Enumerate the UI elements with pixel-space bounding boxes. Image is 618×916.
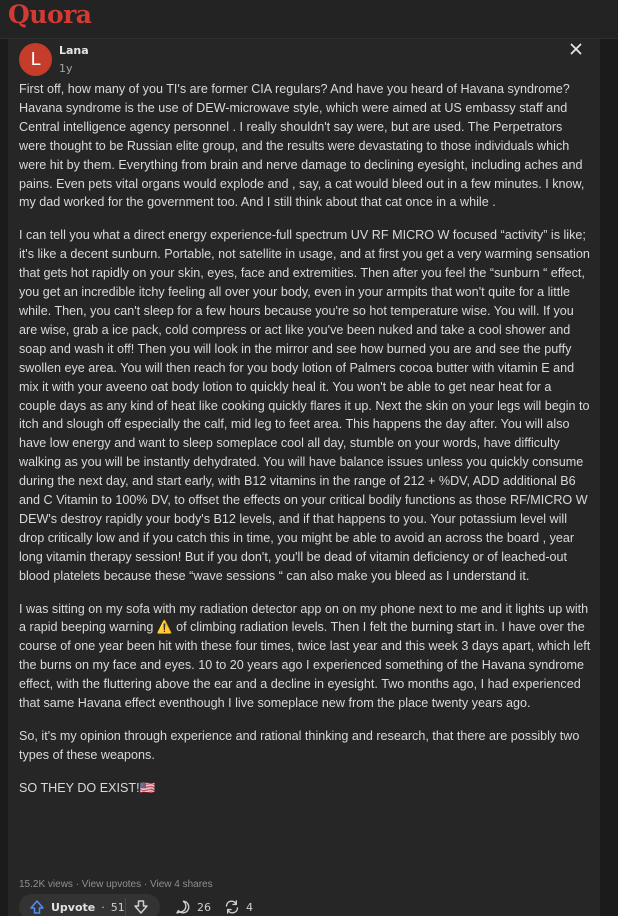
- answer-paragraph: I can tell you what a direct energy experience-full spectrum UV RF MICRO W focused “activity” is like; it's like a decent sunburn. Portable, not satellite in usage, and at first you get a very warming sensation that gets hot rapidly on your skin, eyes, face and extremities. Then after you feel the “sunburn “ effect, you get an incredible itchy feeling all over your body, even in your armpits that won't quite for a little while. Then, you can't sleep for a few hours because you're so hot temperature wise. You will. If you are wise, grab a ice pack, cold compress or act like you've been nuked and take a cool shower and soap and wash it off! Then you will look in the mirror and see how burned you are and see the puffy swollen eye area. You will then reach for you body lotion of Palmers cocoa butter with vitamin E and mix it with your aveeno oat body lotion to quickly heal it. You won't be able to get near heat for a couple days as any kind of heat like cooking quickly flares it up. Next the skin on your legs will begin to itch and slough off especially the calf, mid leg to feet area. This happens the day after. You will also have low energy and want to sleep someplace cool all day, stumble on your words, have difficulty walking as you will be instantly dehydrated. You will have balance issues unless you quickly consume during the next day, and start early, with B12 vitamins in the range of 212 + %DV, ADD additional B6 and C Vitamin to 100% DV, to offset the effects on your critical bodily functions as those RF/MICRO W DEW's destroy rapidly your body's B12 levels, and if that happens to you. Your potassium level will drop critically low and if you catch this in time, you might be able to avoid an across the board , year long vitamin therapy session! But if you don't, you'll be dead of vitamin deficiency or of leached-out blood platelets because these “wave sessions “ can also make you bleed as I understand it.: [19, 228, 590, 583]
- close-icon: [566, 39, 586, 59]
- avatar[interactable]: L: [19, 43, 52, 76]
- vote-divider: [125, 898, 126, 916]
- answer-stats[interactable]: 15.2K views · View upvotes · View 4 shares: [19, 879, 213, 890]
- answer-card: [8, 39, 600, 916]
- comment-bubble-icon: [175, 899, 191, 915]
- close-button[interactable]: [566, 39, 586, 59]
- upvote-button[interactable]: [29, 894, 125, 916]
- downvote-arrow-icon: [133, 899, 149, 915]
- answer-paragraph: So, it's my opinion through experience and rational thinking and research, that there are possibly two types of these weapons.: [19, 729, 580, 762]
- author-name[interactable]: Lana: [59, 44, 89, 57]
- share-button[interactable]: [224, 894, 253, 916]
- answer-timestamp[interactable]: 1y: [59, 62, 73, 75]
- upvote-label: Upvote: [51, 900, 96, 914]
- top-bar: [0, 0, 618, 39]
- share-count: 4: [246, 900, 253, 914]
- upvote-separator: ·: [101, 900, 105, 914]
- answer-paragraph: I was sitting on my sofa with my radiation detector app on on my phone next to me and it lights up with a rapid beeping warning ⚠️ of climbing radiation levels. Then I felt the burning start in. I have over the course of one year been hit with these four times, twice last year and this week 3 days apart, which left the burns on my face and eyes. 10 to 20 years ago I experienced something of the Havana syndrome effect, with the fluttering above the ear and a decline in eyesight. Two months ago, I had experienced that same Havana effect eventhough I live someplace new from the place twenty years ago.: [19, 601, 591, 711]
- comment-button[interactable]: [175, 894, 211, 916]
- upvote-arrow-icon: [29, 899, 45, 915]
- upvote-count: 51: [110, 900, 125, 914]
- quora-logo[interactable]: Quora: [8, 0, 92, 29]
- answer-paragraph: First off, how many of you TI's are former CIA regulars? And have you heard of Havana syndrome? Havana syndrome is the use of DEW-microwave style, which were aimed at US embassy staff and Central intelligence agency personnel . I really shouldn't say were, but are used. The Perpetrators were thought to be Russian elite group, and the results were devastating to those individuals which were hit by them. Everything from brain and nerve damage to declining eyesight, including aches and pains. Even pets vital organs would explode and , say, a cat would bleed out in a few minutes. I know, my dad worked for the government too. And I still think about that cat once in a while .: [19, 82, 585, 210]
- vote-pill: [19, 894, 160, 916]
- downvote-button[interactable]: [133, 894, 149, 916]
- share-arrows-icon: [224, 899, 240, 915]
- action-bar: [19, 894, 589, 916]
- answer-content: [19, 80, 591, 808]
- comment-count: 26: [197, 900, 211, 914]
- answer-paragraph: SO THEY DO EXIST!🇺🇸: [19, 780, 156, 795]
